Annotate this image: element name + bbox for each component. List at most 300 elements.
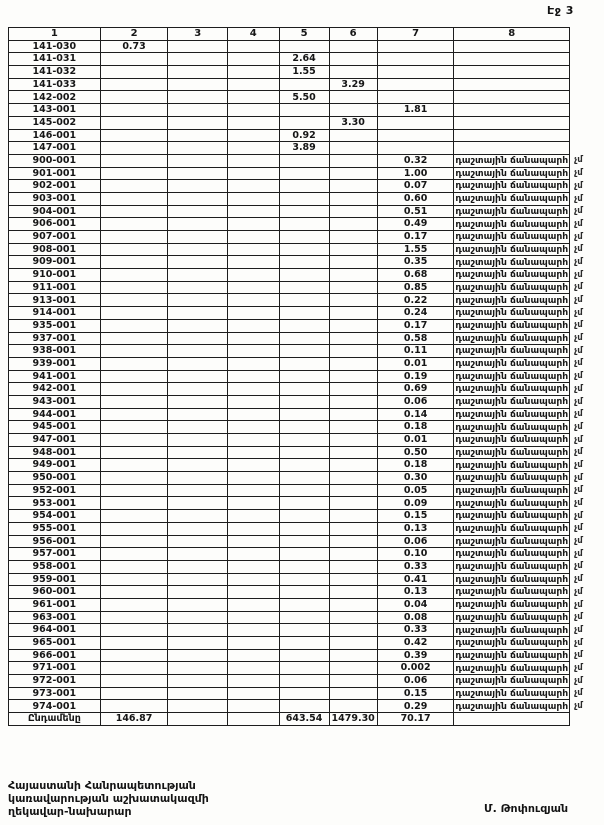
value-cell [227, 332, 279, 345]
margin-note: չմ [574, 269, 583, 280]
value-cell [100, 624, 168, 637]
margin-note: չմ [574, 383, 583, 394]
value-cell [227, 624, 279, 637]
value-cell [329, 598, 377, 611]
value-cell [227, 510, 279, 523]
parcel-code-cell: 957-001 [9, 548, 101, 561]
land-type-cell: դաշտային ճանապարհ [455, 370, 569, 382]
table-row [9, 560, 604, 573]
value-cell [329, 192, 377, 205]
value-cell [329, 408, 377, 421]
table-row [9, 675, 604, 688]
margin-note [570, 40, 604, 53]
margin-note: չմ [574, 320, 583, 331]
value-cell [168, 370, 228, 383]
value-cell [100, 687, 168, 700]
signatory-title-line: կառավարության աշխատակազմի [8, 791, 209, 805]
margin-note: չմ [574, 193, 583, 204]
value-cell [100, 649, 168, 662]
land-type-cell: դաշտային ճանապարհ [455, 675, 569, 687]
value-cell [329, 218, 377, 231]
value-cell [329, 446, 377, 459]
table-row [9, 332, 604, 345]
parcel-code-cell: 909-001 [9, 256, 101, 269]
parcel-code-cell: 963-001 [9, 611, 101, 624]
margin-note [570, 53, 604, 66]
value-cell: 1.55 [279, 66, 329, 79]
value-cell: 0.01 [377, 357, 454, 370]
value-cell [279, 459, 329, 472]
value-cell [279, 370, 329, 383]
land-type-cell: դաշտային ճանապարհ [455, 599, 569, 611]
value-cell [168, 510, 228, 523]
land-type-cell: դաշտային ճանապարհ [455, 421, 569, 433]
value-cell [100, 129, 168, 142]
table-row [9, 383, 604, 396]
table-row [9, 256, 604, 269]
land-type-cell: դաշտային ճանապարհ [455, 294, 569, 306]
value-cell [168, 66, 228, 79]
parcel-code-cell: 937-001 [9, 332, 101, 345]
value-cell [329, 142, 377, 155]
margin-note: չմ [574, 244, 583, 255]
value-cell [227, 269, 279, 282]
land-type-cell: դաշտային ճանապարհ [455, 611, 569, 623]
value-cell [329, 332, 377, 345]
column-header: 3 [168, 28, 228, 41]
value-cell [227, 231, 279, 244]
value-cell [100, 294, 168, 307]
value-cell: 0.18 [377, 459, 454, 472]
value-cell [227, 294, 279, 307]
value-cell [168, 662, 228, 675]
value-cell [100, 472, 168, 485]
value-cell [227, 548, 279, 561]
value-cell [329, 700, 377, 713]
table-row [9, 319, 604, 332]
value-cell [100, 142, 168, 155]
value-cell [279, 687, 329, 700]
value-cell [227, 66, 279, 79]
value-cell [279, 40, 329, 53]
value-cell [227, 586, 279, 599]
table-row [9, 434, 604, 447]
value-cell: 0.04 [377, 598, 454, 611]
value-cell [100, 116, 168, 129]
value-cell [279, 497, 329, 510]
value-cell [279, 560, 329, 573]
value-cell [227, 560, 279, 573]
value-cell: 0.69 [377, 383, 454, 396]
parcel-code-cell: 147-001 [9, 142, 101, 155]
value-cell [227, 472, 279, 485]
value-cell [279, 662, 329, 675]
table-row [9, 78, 604, 91]
value-cell [279, 649, 329, 662]
land-type-cell: դաշտային ճանապարհ [455, 345, 569, 357]
value-cell [377, 40, 454, 53]
value-cell [279, 548, 329, 561]
value-cell [279, 218, 329, 231]
value-cell [168, 40, 228, 53]
value-cell [329, 40, 377, 53]
parcel-code-cell: 938-001 [9, 345, 101, 358]
value-cell [279, 78, 329, 91]
value-cell [168, 395, 228, 408]
value-cell [168, 548, 228, 561]
parcel-code-cell: 945-001 [9, 421, 101, 434]
value-cell [168, 104, 228, 117]
parcel-code-cell: 960-001 [9, 586, 101, 599]
land-type-cell: դաշտային ճանապարհ [455, 332, 569, 344]
table-row [9, 167, 604, 180]
value-cell: 0.33 [377, 624, 454, 637]
value-cell [100, 66, 168, 79]
value-cell [100, 167, 168, 180]
column-header: 2 [100, 28, 168, 41]
value-cell [227, 218, 279, 231]
table-row [9, 649, 604, 662]
land-type-cell: դաշտային ճանապարհ [455, 180, 569, 192]
value-cell [279, 243, 329, 256]
value-cell [227, 535, 279, 548]
value-cell: 0.06 [377, 395, 454, 408]
value-cell [279, 472, 329, 485]
value-cell: 1479.30 [329, 713, 377, 726]
value-cell [279, 205, 329, 218]
land-type-cell: դաշտային ճանապարհ [455, 561, 569, 573]
value-cell [100, 231, 168, 244]
value-cell [227, 700, 279, 713]
land-type-cell: դաշտային ճանապարհ [455, 434, 569, 446]
parcel-code-cell: 943-001 [9, 395, 101, 408]
table-row [9, 192, 604, 205]
value-cell [227, 713, 279, 726]
value-cell [227, 675, 279, 688]
table-row [9, 687, 604, 700]
value-cell [100, 281, 168, 294]
value-cell [168, 383, 228, 396]
value-cell [168, 459, 228, 472]
value-cell: 0.14 [377, 408, 454, 421]
land-type-cell: դաշտային ճանապարհ [455, 167, 569, 179]
value-cell [168, 154, 228, 167]
value-cell [100, 535, 168, 548]
value-cell [100, 269, 168, 282]
value-cell [329, 307, 377, 320]
value-cell [100, 91, 168, 104]
value-cell [279, 446, 329, 459]
value-cell [279, 434, 329, 447]
land-type-cell: դաշտային ճանապարհ [455, 472, 569, 484]
value-cell [168, 167, 228, 180]
land-type-cell: դաշտային ճանապարհ [455, 637, 569, 649]
table-row [9, 53, 604, 66]
value-cell [227, 637, 279, 650]
parcel-code-cell: 914-001 [9, 307, 101, 320]
table-row [9, 522, 604, 535]
value-cell [279, 522, 329, 535]
column-header: 4 [227, 28, 279, 41]
value-cell [329, 637, 377, 650]
table-row [9, 459, 604, 472]
value-cell [100, 104, 168, 117]
value-cell [100, 675, 168, 688]
table-row [9, 598, 604, 611]
margin-note: չմ [574, 282, 583, 293]
value-cell: 0.51 [377, 205, 454, 218]
value-cell [329, 66, 377, 79]
margin-note: չմ [574, 612, 583, 623]
table-row [9, 294, 604, 307]
value-cell [279, 408, 329, 421]
value-cell [100, 434, 168, 447]
value-cell [168, 611, 228, 624]
margin-note: չմ [574, 358, 583, 369]
parcel-code-cell: 145-002 [9, 116, 101, 129]
table-row [9, 66, 604, 79]
value-cell: 70.17 [377, 713, 454, 726]
value-cell: 0.33 [377, 560, 454, 573]
value-cell [100, 560, 168, 573]
value-cell [279, 192, 329, 205]
margin-note [570, 129, 604, 142]
land-type-cell: դաշտային ճանապարհ [455, 256, 569, 268]
value-cell: 1.81 [377, 104, 454, 117]
margin-note [570, 104, 604, 117]
value-cell [227, 687, 279, 700]
table-body [9, 40, 604, 725]
margin-note: չմ [574, 447, 583, 458]
parcel-code-cell: 961-001 [9, 598, 101, 611]
value-cell [168, 434, 228, 447]
value-cell [329, 434, 377, 447]
value-cell [168, 345, 228, 358]
land-type-cell: դաշտային ճանապարհ [455, 535, 569, 547]
margin-note [570, 91, 604, 104]
value-cell [329, 548, 377, 561]
value-cell [329, 459, 377, 472]
value-cell [168, 205, 228, 218]
table-row [9, 307, 604, 320]
value-cell [279, 281, 329, 294]
parcel-code-cell: 902-001 [9, 180, 101, 193]
column-header: 8 [454, 28, 570, 41]
land-type-cell: դաշտային ճանապարհ [455, 383, 569, 395]
value-cell [168, 218, 228, 231]
value-cell [227, 307, 279, 320]
land-type-cell: դաշտային ճանապարհ [455, 205, 569, 217]
value-cell [100, 573, 168, 586]
column-header: 7 [377, 28, 454, 41]
land-type-cell: դաշտային ճանապարհ [455, 459, 569, 471]
parcel-code-cell: 906-001 [9, 218, 101, 231]
value-cell: 0.68 [377, 269, 454, 282]
value-cell [100, 319, 168, 332]
parcel-code-cell: 903-001 [9, 192, 101, 205]
parcel-code-cell: 913-001 [9, 294, 101, 307]
value-cell [168, 53, 228, 66]
value-cell [329, 573, 377, 586]
margin-note [570, 713, 604, 726]
value-cell [227, 421, 279, 434]
value-cell [100, 345, 168, 358]
value-cell [377, 129, 454, 142]
value-cell: 0.09 [377, 497, 454, 510]
value-cell: 0.24 [377, 307, 454, 320]
table-row [9, 421, 604, 434]
parcel-code-cell: 949-001 [9, 459, 101, 472]
margin-note: չմ [574, 231, 583, 242]
parcel-code-cell: 973-001 [9, 687, 101, 700]
value-cell [329, 154, 377, 167]
value-cell [329, 535, 377, 548]
value-cell [168, 408, 228, 421]
value-cell: 0.17 [377, 231, 454, 244]
land-type-cell: դաշտային ճանապարհ [455, 243, 569, 255]
value-cell: 0.19 [377, 370, 454, 383]
column-header: 6 [329, 28, 377, 41]
value-cell [227, 116, 279, 129]
value-cell [168, 116, 228, 129]
value-cell: 0.22 [377, 294, 454, 307]
column-header: 5 [279, 28, 329, 41]
table-row [9, 205, 604, 218]
parcel-code-cell: 971-001 [9, 662, 101, 675]
margin-note: չմ [574, 256, 583, 267]
table-row [9, 231, 604, 244]
value-cell [227, 395, 279, 408]
value-cell [279, 586, 329, 599]
table-row [9, 573, 604, 586]
land-type-cell: դաշտային ճանապարհ [455, 155, 569, 167]
value-cell [279, 484, 329, 497]
parcel-code-cell: 956-001 [9, 535, 101, 548]
value-cell [279, 383, 329, 396]
value-cell: 0.15 [377, 687, 454, 700]
value-cell: 0.58 [377, 332, 454, 345]
value-cell [100, 586, 168, 599]
value-cell [279, 624, 329, 637]
value-cell: 0.05 [377, 484, 454, 497]
value-cell [329, 269, 377, 282]
value-cell [100, 637, 168, 650]
value-cell [279, 256, 329, 269]
value-cell [227, 167, 279, 180]
land-type-cell: դաշտային ճանապարհ [455, 231, 569, 243]
value-cell [100, 53, 168, 66]
value-cell [168, 281, 228, 294]
value-cell [227, 104, 279, 117]
table-header [9, 28, 604, 41]
value-cell: 0.49 [377, 218, 454, 231]
value-cell [377, 78, 454, 91]
value-cell [227, 192, 279, 205]
value-cell [227, 91, 279, 104]
table-row [9, 180, 604, 193]
value-cell [329, 205, 377, 218]
table-row [9, 484, 604, 497]
table-row [9, 510, 604, 523]
margin-note: չմ [574, 624, 583, 635]
parcel-code-cell: 904-001 [9, 205, 101, 218]
value-cell [329, 91, 377, 104]
table-row [9, 408, 604, 421]
margin-note: չմ [574, 586, 583, 597]
value-cell [100, 307, 168, 320]
value-cell [168, 332, 228, 345]
parcel-code-cell: 942-001 [9, 383, 101, 396]
total-label-cell: Ընդամենը [9, 713, 101, 726]
value-cell [227, 370, 279, 383]
value-cell [279, 180, 329, 193]
value-cell: 0.50 [377, 446, 454, 459]
parcel-code-cell: 141-033 [9, 78, 101, 91]
value-cell [227, 611, 279, 624]
value-cell [168, 192, 228, 205]
value-cell [168, 231, 228, 244]
land-type-cell [454, 142, 570, 155]
parcel-code-cell: 146-001 [9, 129, 101, 142]
value-cell: 0.08 [377, 611, 454, 624]
table-row [9, 370, 604, 383]
parcel-code-cell: 141-030 [9, 40, 101, 53]
value-cell [329, 484, 377, 497]
value-cell [279, 231, 329, 244]
value-cell: 0.11 [377, 345, 454, 358]
table-row [9, 269, 604, 282]
signatory-name: Մ. Թոփուզյան [484, 802, 569, 815]
value-cell [279, 294, 329, 307]
value-cell: 0.30 [377, 472, 454, 485]
value-cell [168, 675, 228, 688]
value-cell [168, 357, 228, 370]
table-row [9, 637, 604, 650]
parcel-code-cell: 901-001 [9, 167, 101, 180]
value-cell [227, 205, 279, 218]
value-cell [329, 167, 377, 180]
margin-note [570, 66, 604, 79]
land-type-cell: դաշտային ճանապարհ [455, 687, 569, 699]
page-number-label: Էջ 3 [547, 4, 574, 17]
value-cell [329, 510, 377, 523]
land-type-cell: դաշտային ճանապարհ [455, 408, 569, 420]
table-row [9, 104, 604, 117]
value-cell [377, 53, 454, 66]
value-cell [100, 332, 168, 345]
table-row [9, 497, 604, 510]
value-cell [100, 510, 168, 523]
land-type-cell: դաշտային ճանապարհ [455, 484, 569, 496]
margin-note: չմ [574, 307, 583, 318]
margin-note: չմ [574, 396, 583, 407]
margin-note: չմ [574, 637, 583, 648]
margin-note: չմ [574, 574, 583, 585]
value-cell [168, 307, 228, 320]
land-type-cell [454, 53, 570, 66]
margin-note: չմ [574, 688, 583, 699]
value-cell [227, 434, 279, 447]
value-cell [100, 78, 168, 91]
land-type-cell: դաշտային ճանապարհ [455, 358, 569, 370]
value-cell [227, 40, 279, 53]
parcel-code-cell: 911-001 [9, 281, 101, 294]
value-cell [100, 548, 168, 561]
value-cell [168, 700, 228, 713]
value-cell: 643.54 [279, 713, 329, 726]
land-type-cell: դաշտային ճանապարհ [455, 586, 569, 598]
table-row [9, 116, 604, 129]
